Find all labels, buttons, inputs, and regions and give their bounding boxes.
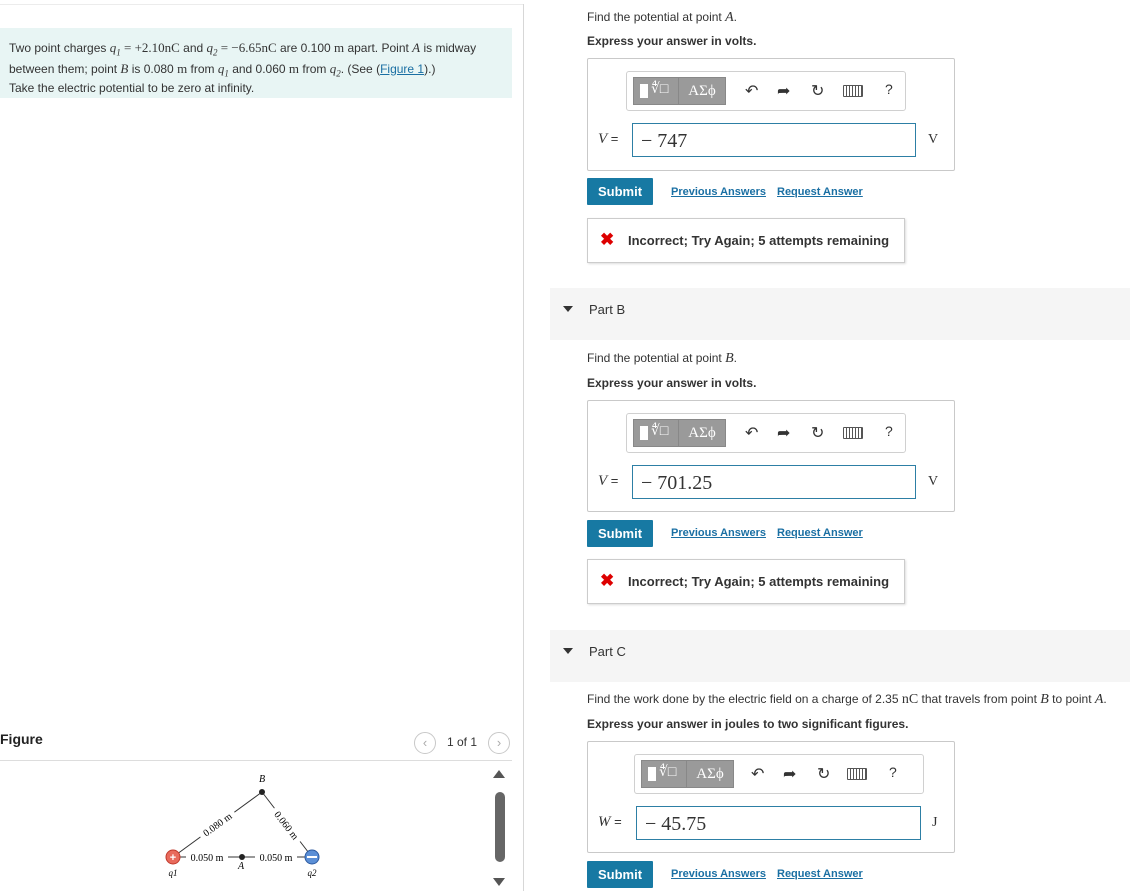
part-a-submit-button[interactable]: Submit: [587, 178, 653, 205]
point-b-symbol: B: [120, 60, 129, 76]
undo-icon[interactable]: ↶: [751, 766, 765, 783]
part-c-answer-input[interactable]: − 45.75: [636, 806, 921, 840]
problem-text: Two point charges: [9, 41, 110, 55]
reset-icon[interactable]: ↻: [817, 766, 831, 783]
point-b-dot: [259, 789, 265, 795]
problem-statement: [9, 40, 509, 96]
part-b-header[interactable]: [550, 288, 1130, 340]
part-c-previous-answers-link[interactable]: Previous Answers: [671, 868, 766, 880]
part-b-prompt: Find the potential at point B.: [587, 351, 737, 366]
undo-icon[interactable]: ↶: [745, 425, 759, 442]
part-a-answer-area: [587, 58, 955, 171]
reset-icon[interactable]: ↻: [811, 425, 825, 442]
problem-text: is midway between them; point: [9, 41, 477, 76]
part-c-answer-area: [587, 741, 955, 853]
prev-figure-button[interactable]: [414, 732, 436, 754]
column-divider: [523, 4, 524, 891]
part-a-instruction: Express your answer in volts.: [587, 34, 757, 48]
part-b-instruction: Express your answer in volts.: [587, 376, 757, 390]
unit-meter: m: [334, 40, 345, 55]
help-button[interactable]: ?: [885, 423, 893, 439]
undo-icon[interactable]: ↶: [745, 83, 759, 100]
part-b-answer-area: [587, 400, 955, 512]
part-b-math-toolbar: [626, 413, 906, 453]
problem-text: ).): [424, 61, 436, 76]
part-a-feedback-text: Incorrect; Try Again; 5 attempts remaining: [628, 233, 890, 248]
problem-panel: [0, 0, 523, 891]
help-button[interactable]: ?: [889, 764, 897, 780]
part-b-feedback: [587, 559, 905, 604]
part-c-unit: J: [932, 815, 938, 830]
templates-button[interactable]: ∜□: [641, 760, 687, 788]
q1-value: = +2.10nC: [120, 40, 180, 55]
greek-symbols-button[interactable]: ΑΣϕ: [678, 77, 726, 105]
templates-button[interactable]: ∜□: [633, 419, 679, 447]
part-c-submit-button[interactable]: Submit: [587, 861, 653, 888]
part-c-variable: W =: [598, 814, 622, 830]
top-divider: [0, 4, 523, 5]
part-a-feedback: [587, 218, 905, 263]
point-a-label: A: [237, 861, 245, 872]
q2-symbol: $q_2$: [329, 60, 341, 79]
q2-value: = −6.65nC: [217, 40, 277, 55]
part-c-math-toolbar: [634, 754, 924, 794]
part-a-previous-answers-link[interactable]: Previous Answers: [671, 186, 766, 198]
redo-icon[interactable]: ➦: [777, 83, 791, 100]
part-b-answer-input[interactable]: − 701.25: [632, 465, 916, 499]
problem-text: from: [187, 61, 218, 76]
dist-b-q2-label: 0.060 m: [271, 809, 301, 843]
unit-meter: m: [288, 60, 300, 76]
collapse-triangle-icon: [563, 648, 573, 654]
problem-text: . (See (: [340, 61, 381, 76]
point-a-dot: [239, 854, 245, 860]
greek-symbols-button[interactable]: ΑΣϕ: [686, 760, 734, 788]
part-b-feedback-text: Incorrect; Try Again; 5 attempts remaining: [628, 574, 890, 589]
figure-scrollbar-thumb[interactable]: [495, 792, 505, 862]
next-figure-button[interactable]: [488, 732, 510, 754]
part-a-unit: V: [928, 132, 939, 147]
point-a-symbol: A: [412, 40, 421, 55]
part-a-answer-input[interactable]: − 747: [632, 123, 916, 157]
q2-symbol: $q_2$: [206, 40, 218, 58]
reset-icon[interactable]: ↻: [811, 83, 825, 100]
part-c-title: Part C: [589, 644, 626, 659]
unit-meter: m: [177, 60, 188, 76]
redo-icon[interactable]: ➦: [783, 766, 797, 783]
incorrect-x-icon: ✖: [600, 230, 615, 249]
part-c-instruction: Express your answer in joules to two significant figures.: [587, 717, 909, 731]
part-b-variable: V =: [598, 473, 619, 489]
part-a-variable: V =: [598, 131, 619, 147]
charge-diagram: [150, 765, 340, 880]
problem-text: is 0.080: [128, 61, 178, 76]
greek-symbols-button[interactable]: ΑΣϕ: [678, 419, 726, 447]
figure-title: Figure: [0, 731, 43, 747]
figure-link[interactable]: Figure 1: [380, 61, 425, 76]
scroll-up-arrow-icon[interactable]: [493, 770, 505, 778]
chevron-left-icon: ‹: [422, 735, 428, 750]
part-b-request-answer-link[interactable]: Request Answer: [777, 527, 863, 539]
help-button[interactable]: ?: [885, 81, 893, 97]
redo-icon[interactable]: ➦: [777, 425, 791, 442]
dist-q1-a-label: 0.050 m: [190, 853, 224, 864]
svg-text:+: +: [169, 852, 177, 864]
problem-statement-box: [0, 28, 512, 98]
problem-text: from: [299, 61, 330, 76]
q1-symbol: $q_1$: [217, 60, 229, 79]
part-b-unit: V: [928, 474, 939, 489]
q1-label: q1: [168, 868, 178, 878]
part-a-prompt: Find the potential at point A.: [587, 10, 737, 25]
keyboard-icon[interactable]: [843, 427, 863, 439]
chevron-right-icon: ›: [496, 735, 502, 750]
templates-button[interactable]: ∜□: [633, 77, 679, 105]
scroll-down-arrow-icon[interactable]: [493, 878, 505, 886]
point-b-label: B: [258, 774, 266, 785]
keyboard-icon[interactable]: [847, 768, 867, 780]
problem-text: and: [179, 41, 207, 55]
part-b-submit-button[interactable]: Submit: [587, 520, 653, 547]
problem-text: and 0.060: [228, 61, 289, 76]
q1-symbol: $q_1$: [109, 40, 121, 58]
q2-label: q2: [307, 868, 317, 878]
part-c-prompt: Find the work done by the electric field on a charge of 2.35 nC that travels from point B to point A.: [587, 692, 1107, 707]
part-a-request-answer-link[interactable]: Request Answer: [777, 186, 863, 198]
collapse-triangle-icon: [563, 306, 573, 312]
part-c-header[interactable]: [550, 630, 1130, 682]
incorrect-x-icon: ✖: [600, 571, 615, 590]
figure-pager: 1 of 1: [447, 735, 478, 749]
part-b-previous-answers-link[interactable]: Previous Answers: [671, 527, 766, 539]
problem-text: are 0.100: [276, 41, 334, 55]
keyboard-icon[interactable]: [843, 85, 863, 97]
dist-a-q2-label: 0.050 m: [259, 853, 293, 864]
dist-q1-b-label: 0.080 m: [201, 811, 235, 840]
part-a-math-toolbar: [626, 71, 906, 111]
problem-text-line3: Take the electric potential to be zero at infinity.: [9, 81, 255, 96]
part-b-title: Part B: [589, 302, 626, 317]
part-c-request-answer-link[interactable]: Request Answer: [777, 868, 863, 880]
problem-text: apart. Point: [344, 41, 413, 55]
figure-divider: [0, 760, 512, 761]
